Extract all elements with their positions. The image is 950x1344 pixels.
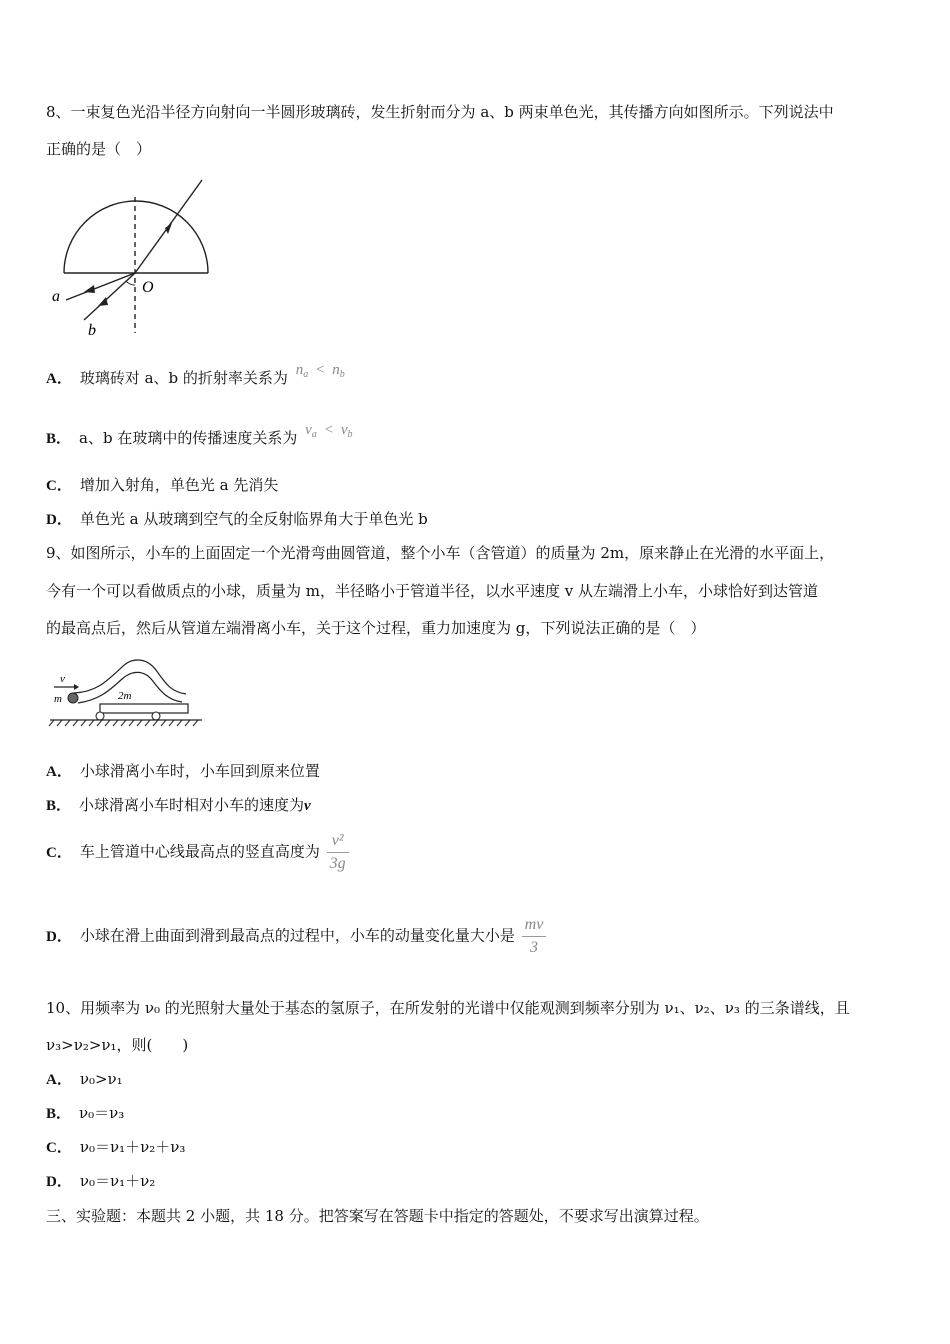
option-label: B． [46, 798, 72, 814]
q9-cart-figure [46, 652, 206, 732]
option-text: 小球滑离小车时，小车回到原来位置 [79, 762, 320, 780]
q9-stem-line2: 今有一个可以看做质点的小球，质量为 m，半径略小于管道半径，以水平速度 v 从左端滑上小车，小球恰好到达管道 [46, 582, 819, 600]
option-text: 单色光 a 从玻璃到空气的全反射临界角大于单色光 b [79, 510, 428, 528]
option-text: ν₀＝ν₁＋ν₂ [79, 1172, 156, 1190]
option-text: a、b 在玻璃中的传播速度关系为 [79, 429, 298, 447]
ground-hatch [49, 720, 198, 726]
option-text: 玻璃砖对 a、b 的折射率关系为 [79, 369, 288, 387]
ray-b [84, 273, 135, 320]
tube-outer [74, 660, 186, 694]
q10-option-a [46, 1069, 123, 1090]
option-text: ν₀＝ν₃ [79, 1104, 125, 1122]
section3-heading: 三、实验题：本题共 2 小题，共 18 分。把答案写在答题卡中指定的答题处，不要求写出演算过程。 [46, 1207, 709, 1225]
option-label: D． [46, 1174, 72, 1190]
q8b-math: $v_a < v_b$ [305, 422, 353, 440]
q9-option-c [46, 830, 349, 875]
q8-option-c [46, 475, 278, 496]
option-label: C． [46, 1140, 72, 1156]
q8-stem-line2: 正确的是（ ） [46, 140, 152, 158]
option-label: C． [46, 478, 72, 494]
q9-option-a [46, 761, 320, 782]
q10-stem-line1: 10、用频率为 ν₀ 的光照射大量处于基态的氢原子，在所发射的光谱中仅能观测到频率分别为 ν₁、ν₂、ν₃ 的三条谱线，且 [46, 999, 850, 1017]
option-label: D． [46, 928, 72, 945]
label-o: O [142, 279, 154, 296]
q8-option-a [46, 362, 345, 394]
label-v: v [60, 673, 65, 685]
option-label: B． [46, 1106, 72, 1122]
option-text: ν₀>ν₁ [79, 1070, 123, 1088]
label-b: b [88, 322, 96, 339]
option-math: v [304, 798, 311, 814]
q8-semicircle-figure [46, 175, 226, 340]
ray-a-arrow [84, 285, 95, 293]
wheel-right [152, 712, 160, 720]
angle-arc [126, 281, 135, 285]
option-label: A． [46, 764, 72, 780]
option-text: ν₀＝ν₁＋ν₂＋ν₃ [79, 1138, 186, 1156]
q10-stem-line2: ν₃>ν₂>ν₁，则( ) [46, 1036, 189, 1054]
option-label: A． [46, 1072, 72, 1088]
velocity-arrowhead [74, 684, 79, 690]
option-label: D． [46, 512, 72, 528]
q8-stem-line1: 8、一束复色光沿半径方向射向一半圆形玻璃砖，发生折射而分为 a、b 两束单色光，其传播方向如图所示。下列说法中 [46, 103, 834, 121]
label-a: a [52, 288, 60, 305]
q9-option-d [46, 914, 546, 959]
option-text: 车上管道中心线最高点的竖直高度为 [79, 842, 320, 861]
label-m: m [54, 693, 62, 705]
label-2m: 2m [118, 690, 132, 702]
q10-option-d [46, 1171, 155, 1192]
q9-stem-line3: 的最高点后，然后从管道左端滑离小车，关于这个过程，重力加速度为 g，下列说法正确的是（ ） [46, 619, 706, 637]
option-text: 小球在滑上曲面到滑到最高点的过程中，小车的动量变化量大小是 [79, 926, 515, 945]
option-label: A． [46, 371, 72, 387]
wheel-left [96, 712, 104, 720]
option-label: C． [46, 844, 72, 861]
q9-option-b [46, 795, 311, 816]
cart-body [100, 704, 188, 713]
option-text: 增加入射角，单色光 a 先消失 [79, 476, 279, 494]
q10-option-c [46, 1137, 185, 1158]
ray-a [66, 273, 135, 300]
fraction-v2-over-3g: $\frac{\text{v²}}{3g}$ [327, 830, 349, 875]
option-label: B． [46, 431, 72, 447]
q8-option-d [46, 509, 428, 530]
q8a-math: $n_a < n_b$ [295, 362, 345, 380]
semicircle-arc [64, 201, 208, 273]
q10-option-b [46, 1103, 124, 1124]
option-text: 小球滑离小车时相对小车的速度为 [79, 796, 305, 814]
q9-stem-line1: 9、如图所示，小车的上面固定一个光滑弯曲圆管道，整个小车（含管道）的质量为 2m，原来静止在光滑的水平面上， [46, 544, 835, 562]
q8-option-b [46, 422, 353, 454]
incident-arrow [165, 223, 172, 234]
ball [68, 693, 78, 703]
fraction-mv-over-3: $\frac{mv}{3}$ [522, 914, 547, 959]
